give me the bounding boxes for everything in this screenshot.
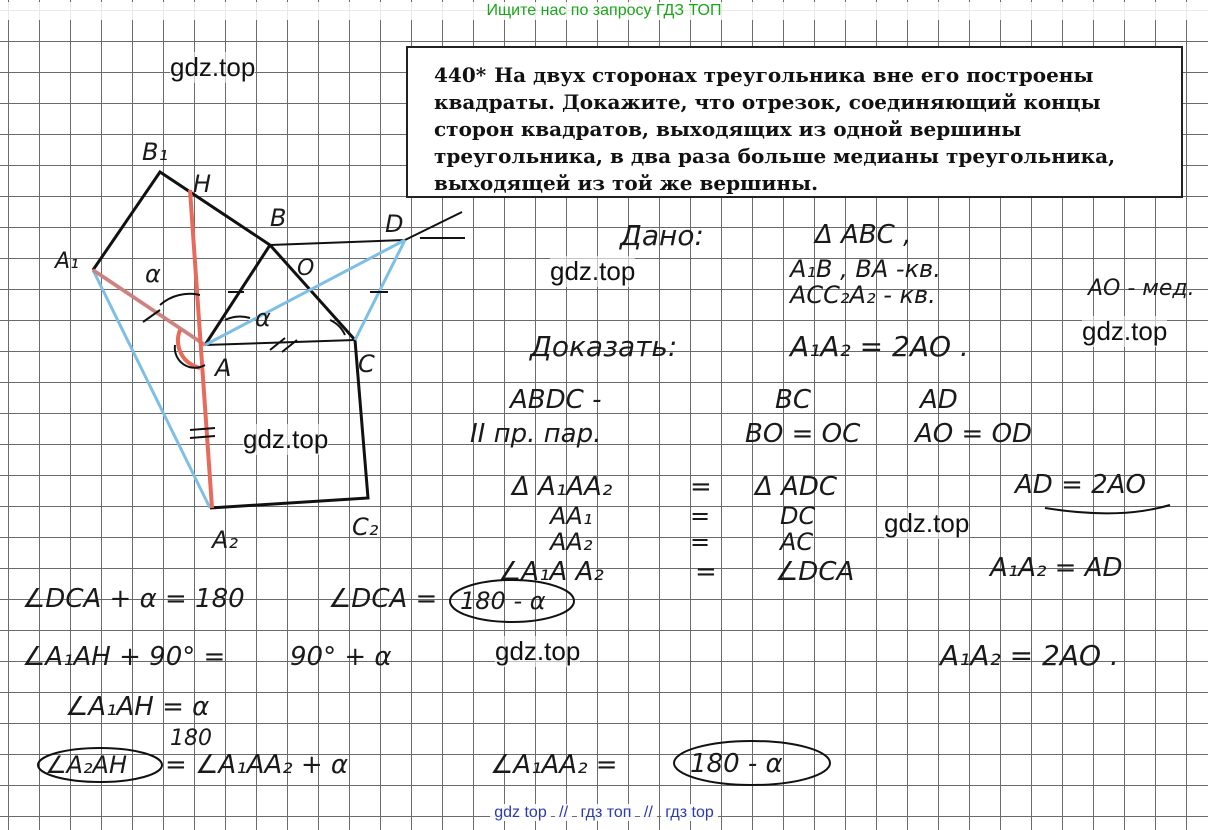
label-o: O <box>297 256 315 281</box>
segment-d-c <box>355 240 405 340</box>
segment-b-d <box>270 240 405 245</box>
text-line11-b: = ∠A₁AA₂ + α <box>165 750 349 780</box>
bottom-link-1[interactable]: gdz top <box>490 804 550 821</box>
text-line3-b: = <box>690 472 712 502</box>
text-line9: ∠A₁AH = α <box>65 692 210 722</box>
watermark-5: gdz.top <box>884 508 970 538</box>
text-line2-a: II пр. пар. <box>470 419 602 449</box>
label-b1: B₁ <box>142 138 169 166</box>
text-line1-a: ABDC - <box>510 385 602 415</box>
text-line2-c: AO = OD <box>915 419 1033 449</box>
text-line4-c: DC <box>780 502 816 530</box>
text-given-2: A₁B , BA -кв. <box>790 255 941 283</box>
underline-arc <box>1045 505 1170 513</box>
bottom-separator-1: // <box>555 804 572 821</box>
label-h: H <box>193 170 212 198</box>
text-line11-d: 180 - α <box>690 749 783 779</box>
text-line5-c: AC <box>780 528 814 556</box>
text-line8-a: ∠A₁AH + 90° = <box>22 642 226 672</box>
tick-4 <box>270 338 285 350</box>
text-line5-b: = <box>690 528 711 556</box>
text-line3-c: Δ ADC <box>755 472 838 502</box>
text-dano: Дано: <box>620 219 704 252</box>
text-line7-c: 180 - α <box>460 587 546 615</box>
problem-number: 440* <box>434 63 487 87</box>
text-line4-a: AA₁ <box>550 502 593 530</box>
bottom-separator-2: // <box>640 804 657 821</box>
top-banner: Ищите нас по запросу ГДЗ ТОП <box>0 2 1208 20</box>
tick-6 <box>190 428 215 430</box>
text-line8-c: A₁A₂ = 2AO . <box>940 639 1119 672</box>
text-dokazat: Доказать: <box>530 330 678 363</box>
label-a: A <box>215 354 232 382</box>
watermark-2: gdz.top <box>550 256 636 286</box>
text-goal: A₁A₂ = 2AO . <box>790 330 969 363</box>
text-line6-c: ∠DCA <box>775 557 855 587</box>
arrow-d <box>405 212 462 240</box>
text-line1-c: AD <box>920 385 958 415</box>
text-line6-b: = <box>695 557 717 587</box>
text-line10: 180 <box>170 726 212 751</box>
bottom-link-2[interactable]: гдз топ <box>577 804 636 821</box>
text-line11-a: ∠A₂AH <box>45 751 128 779</box>
text-given-4: AO - мед. <box>1088 276 1195 301</box>
text-line6-d: A₁A₂ = AD <box>990 553 1123 583</box>
watermark-4: gdz.top <box>243 424 329 454</box>
text-given-3: ACC₂A₂ - кв. <box>790 281 936 309</box>
segment-h-a2 <box>190 190 212 508</box>
text-given-1: Δ ABC , <box>815 220 912 250</box>
label-a1: A₁ <box>55 249 79 274</box>
text-line7-b: ∠DCA = <box>328 584 438 614</box>
tick-7 <box>190 436 215 438</box>
label-b: B <box>270 204 287 232</box>
label-a2: A₂ <box>212 526 239 554</box>
watermark-1: gdz.top <box>170 52 256 82</box>
angle-mark-1 <box>160 294 200 305</box>
watermark-6: gdz.top <box>495 636 581 666</box>
angle-mark-2 <box>225 317 250 320</box>
text-line11-c: ∠A₁AA₂ = <box>490 750 618 780</box>
label-c: C <box>358 350 375 378</box>
text-line5-a: AA₂ <box>550 528 593 556</box>
text-line8-b: 90° + α <box>290 642 392 672</box>
text-line6-a: ∠A₁A A₂ <box>498 557 604 587</box>
text-line4-b: = <box>690 502 711 530</box>
text-line3-a: Δ A₁AA₂ <box>512 472 613 502</box>
label-alpha-2: α <box>255 304 271 332</box>
text-line2-b: BO = OC <box>745 419 861 449</box>
square-ab <box>93 172 270 345</box>
label-c2: C₂ <box>352 513 379 541</box>
label-alpha-1: α <box>145 260 161 288</box>
label-d: D <box>385 210 404 238</box>
text-line3-d: AD = 2AO <box>1015 470 1146 500</box>
problem-text: На двух сторонах треугольника вне его построены квадраты. Докажите, что отрезок, соединяющий концы сторон квадратов, выходящих из одной вершины треугольника, в два раза больше медианы треугольника, выходящей из той же вершины. <box>434 63 1116 195</box>
text-line7-a: ∠DCA + α = 180 <box>22 584 245 614</box>
tick-1 <box>143 310 160 322</box>
watermark-3: gdz.top <box>1082 316 1168 346</box>
segment-a1-a2 <box>93 270 210 508</box>
text-line1-b: BC <box>775 385 811 415</box>
bottom-link-3[interactable]: гдз top <box>661 804 717 821</box>
